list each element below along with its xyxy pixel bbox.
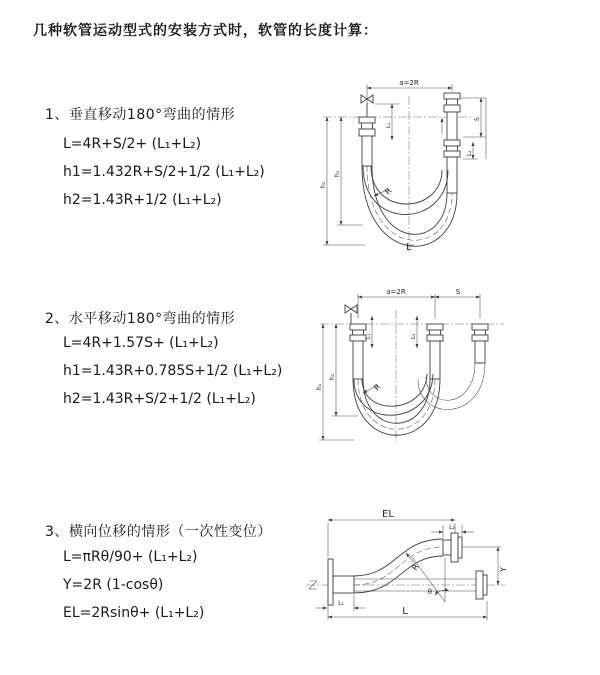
label-s: S [474,117,481,121]
radius-callout [374,186,394,197]
label-r: R [410,562,421,573]
radius-callout [406,553,421,572]
label-theta: θ [427,588,432,596]
label-l2: L₂ [411,333,417,339]
dimension-span-a2r [358,288,480,318]
dimension-h1 [316,324,354,440]
dimension-el [328,509,455,557]
section-3-formula-Y: Y=2R (1-cosθ) [63,577,164,593]
left-flange [328,559,354,605]
label-h1: h₁ [316,383,323,390]
hose-u-arcs [353,374,440,435]
section-2-formula-h2: h2=1.43R+S/2+1/2 (L₁+L₂) [63,391,256,407]
dimension-s [461,98,486,159]
diagram-vertical-180-bend [315,70,575,260]
section-3-formula-L: L=πRθ/90+ (L₁+L₂) [63,549,198,565]
dimension-l1 [375,104,399,140]
dimension-l2 [467,142,473,159]
label-y: Y [499,567,508,572]
label-h2: h₂ [329,373,336,380]
section-1-formula-L: L=4R+S/2+ (L₁+L₂) [63,136,202,152]
dimension-span-a2r [367,79,452,108]
dimension-shift-s [435,288,480,297]
label-l2: L₂ [449,524,455,531]
dimension-length-l [328,601,487,620]
left-flange [350,324,366,379]
label-l1: L₁ [386,122,392,128]
label-r: R [372,382,383,393]
section-1-heading: 1、垂直移动180°弯曲的情形 [45,107,236,123]
section-3-formula-EL: EL=2Rsinθ+ (L₁+L₂) [63,605,205,621]
dimension-l1 [316,595,365,611]
right-flange [442,93,460,193]
diagram-lateral-displacement [300,505,600,645]
middle-flange [427,324,443,379]
label-r: R [383,186,394,197]
section-2-heading: 2、水平移动180°弯曲的情形 [45,311,236,327]
dimension-l1 [366,316,372,348]
label-s: S [455,288,461,296]
left-flange [359,117,375,166]
section-2-formula-h1: h1=1.43R+0.785S+1/2 (L₁+L₂) [63,363,283,379]
diagram-horizontal-180-bend [312,282,582,450]
valve-icon [345,305,357,324]
section-3-heading: 3、横向位移的情形（一次性变位） [45,524,272,540]
label-a2r: a=2R [399,79,419,87]
label-l2: L₂ [467,150,473,156]
label-h1: h₁ [320,181,327,188]
label-h2: h₂ [334,170,341,177]
angle-construction [412,557,449,602]
page-title: 几种软管运动型式的安装方式时，软管的长度计算： [33,23,378,39]
hose-shifted-arcs [418,363,485,409]
dimension-h1 [320,117,365,245]
section-1-formula-h2: h2=1.43R+1/2 (L₁+L₂) [63,192,222,208]
label-el: EL [382,509,394,520]
label-length-l: L [406,242,412,253]
section-1-formula-h1: h1=1.432R+S/2+1/2 (L₁+L₂) [63,164,265,180]
label-a2r: a=2R [386,288,406,296]
label-length-l: L [402,606,408,617]
section-2-formula-L: L=4R+1.57S+ (L₁+L₂) [63,335,219,351]
label-l1: L₁ [338,600,344,607]
hose-u-arcs [362,166,457,246]
shifted-flange [472,324,488,363]
dimension-l2 [411,316,417,348]
label-l1: L₁ [366,333,372,339]
radius-callout [363,382,383,393]
upper-right-flange [443,533,462,562]
